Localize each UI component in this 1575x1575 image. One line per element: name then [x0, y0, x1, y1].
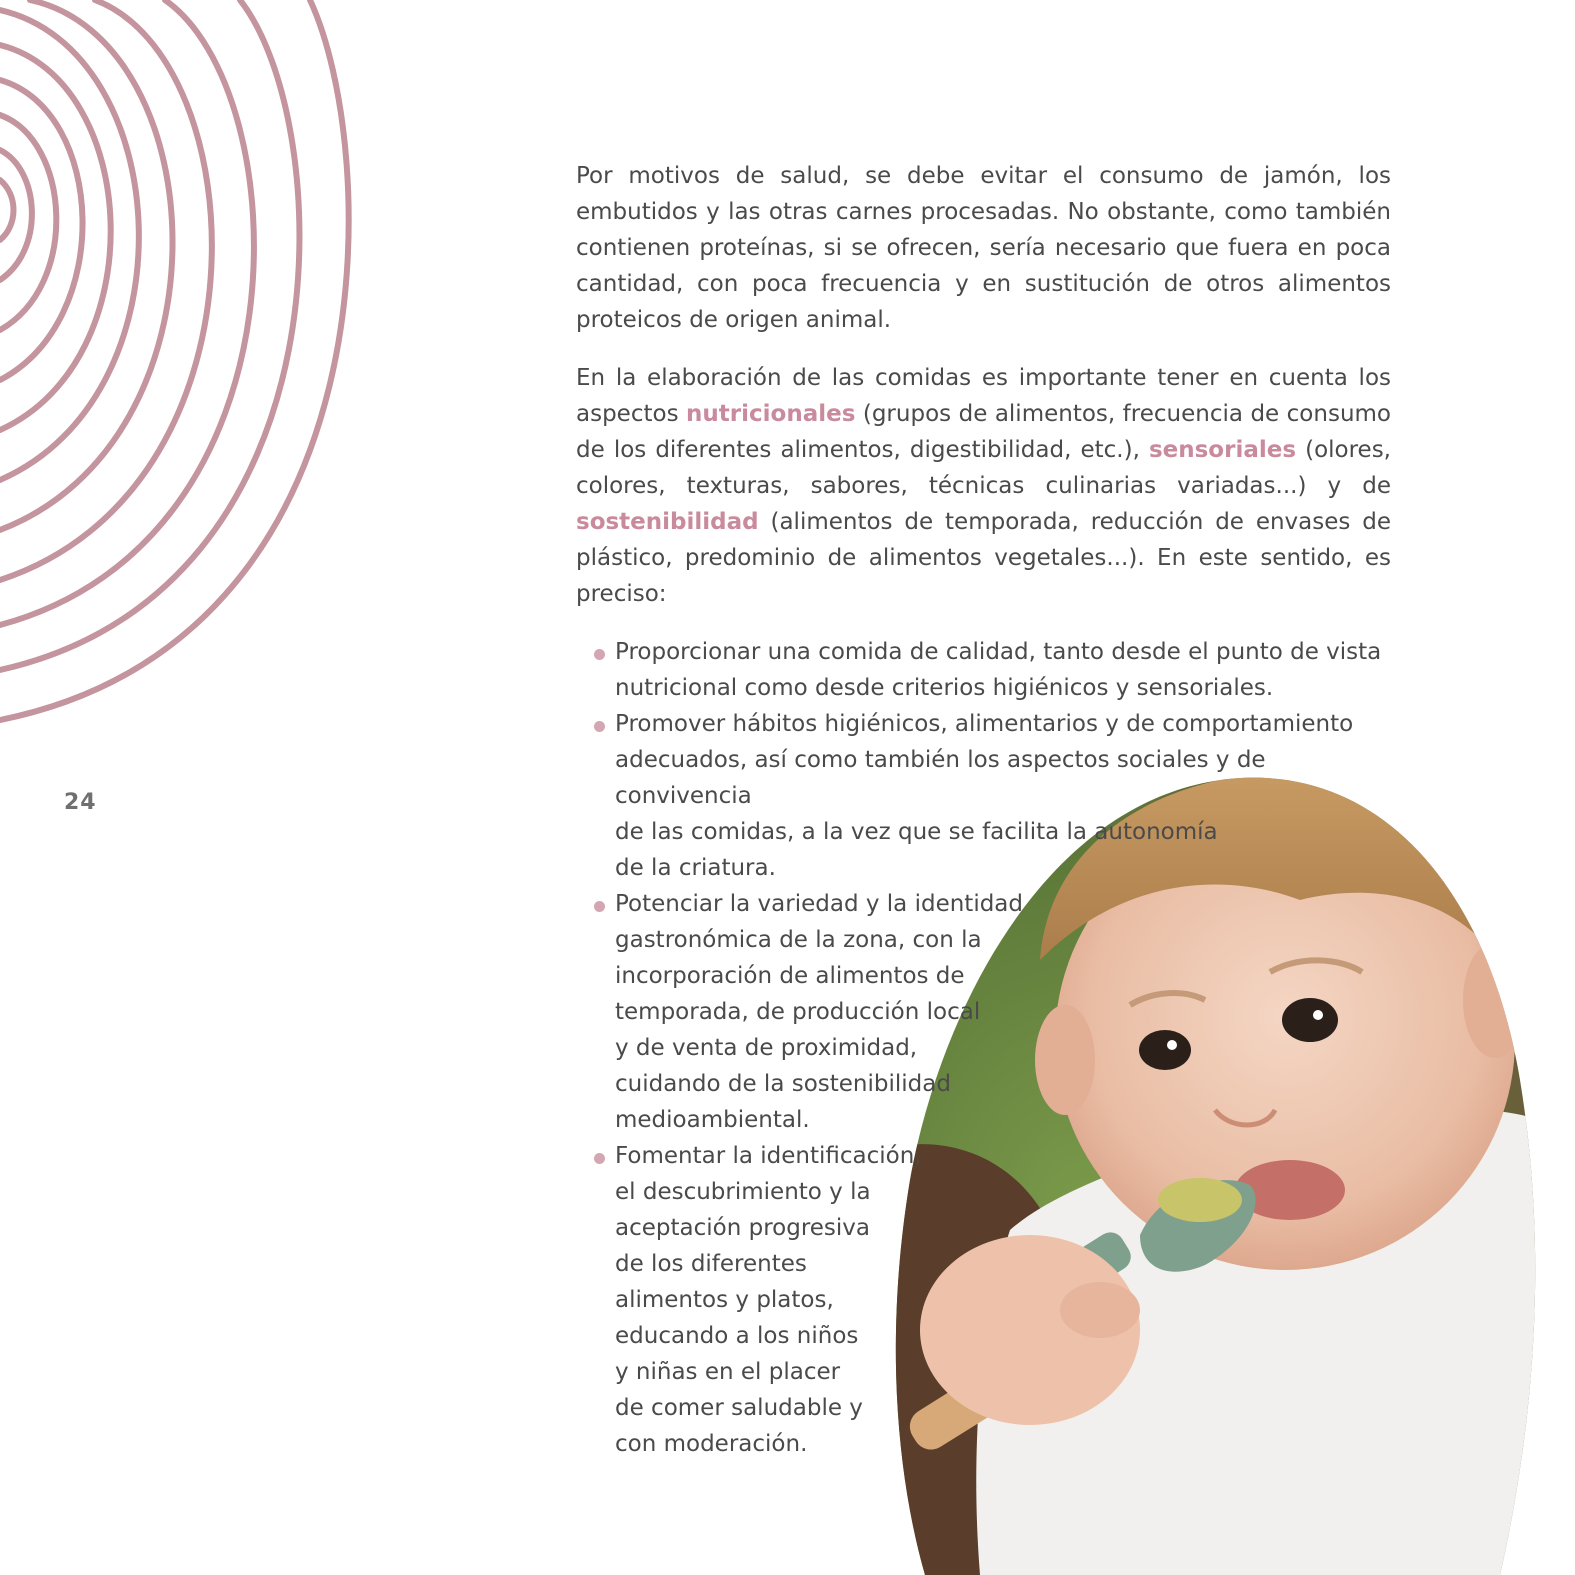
list-item: [576, 706, 1391, 886]
list-item: [576, 1138, 1391, 1462]
list-item-line: temporada, de producción local: [615, 999, 981, 1025]
paragraph-processed-meats: Por motivos de salud, se debe evitar el consumo de jamón, los embutidos y las otras carnes procesadas. No obstante, como también contienen proteínas, si se ofrecen, sería necesario que fuera en poca cantidad, con poca frecuencia y en sustitución de otros alimentos proteicos de origen animal.: [576, 163, 1391, 333]
bullet-dot-icon: [594, 1153, 605, 1164]
list-item-line: de los diferentes: [615, 1251, 807, 1277]
paragraph-meal-aspects: [576, 360, 1391, 612]
page-number: 24: [64, 790, 97, 815]
list-item-line: el descubrimiento y la: [615, 1179, 871, 1205]
list-item-line: aceptación progresiva: [615, 1215, 870, 1241]
list-item-line: con moderación.: [615, 1431, 808, 1457]
list-item-line: Potenciar la variedad y la identidad: [615, 891, 1024, 917]
bullet-dot-icon: [594, 721, 605, 732]
list-item-line: de comer saludable y: [615, 1395, 863, 1421]
paragraph-text: En la elaboración de las comidas es importante tener en cuenta los aspectos: [576, 365, 1391, 427]
highlight-sensoriales: sensoriales: [1148, 437, 1297, 463]
list-item: [576, 886, 1391, 1138]
list-item-line: gastronómica de la zona, con la: [615, 927, 982, 953]
paragraph-text: (grupos de alimentos, frecuencia de consumo de los diferentes alimentos, digestibilidad, etc.),: [576, 401, 1391, 463]
paragraph-text: (alimentos de temporada, reducción de envases de plástico, predominio de alimentos vegetales...). En este sentido, es preciso:: [576, 509, 1391, 607]
highlight-nutricionales: nutricionales: [686, 401, 856, 427]
list-item-line: educando a los niños: [615, 1323, 859, 1349]
list-item-line: y de venta de proximidad,: [615, 1035, 918, 1061]
list-item-line: y niñas en el placer: [615, 1359, 841, 1385]
list-item: [576, 634, 1391, 706]
list-item-line: medioambiental.: [615, 1107, 810, 1133]
list-item-line: de las comidas, a la vez que se facilita la autonomía: [615, 819, 1218, 845]
list-item-line: incorporación de alimentos de: [615, 963, 965, 989]
bullet-dot-icon: [594, 649, 605, 660]
paragraph-text: (olores, colores, texturas, sabores, técnicas culinarias variadas...) y de: [576, 437, 1391, 499]
bullet-list: [576, 634, 1391, 1462]
list-item-text: Proporcionar una comida de calidad, tanto desde el punto de vista nutricional como desde criterios higiénicos y sensoriales.: [615, 639, 1382, 701]
bullet-dot-icon: [594, 901, 605, 912]
list-item-line: alimentos y platos,: [615, 1287, 834, 1313]
main-text-column: [576, 158, 1391, 1462]
list-item-line: Fomentar la identificación,: [615, 1143, 922, 1169]
list-item-line: cuidando de la sostenibilidad: [615, 1071, 951, 1097]
list-item-line: de la criatura.: [615, 855, 776, 881]
list-item-line: Promover hábitos higiénicos, alimentarios y de comportamiento adecuados, así como también los aspectos sociales y de convivencia: [615, 711, 1354, 809]
highlight-sostenibilidad: sostenibilidad: [576, 509, 759, 535]
